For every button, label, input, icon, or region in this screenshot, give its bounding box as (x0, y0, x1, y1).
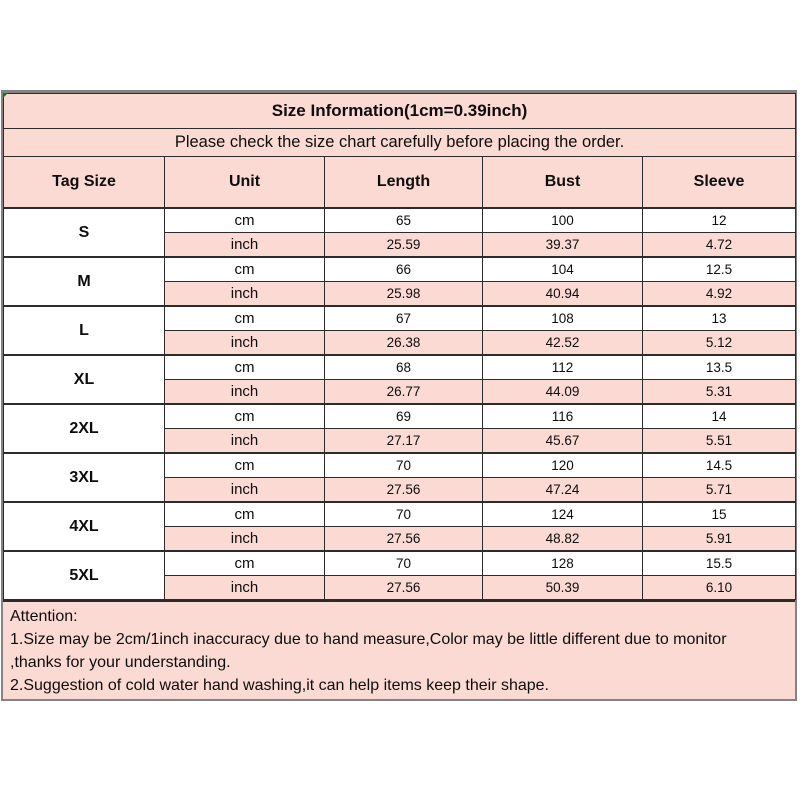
table-header-row (4, 157, 796, 209)
attention-heading: Attention: (10, 608, 78, 625)
measurement-cell-length: 27.56 (325, 576, 483, 600)
measurement-cell-length: 70 (325, 502, 483, 527)
tag-size-cell: XL (4, 355, 165, 404)
measurement-cell-length: 25.59 (325, 233, 483, 258)
measurement-cell-bust: 100 (483, 208, 643, 233)
unit-cell: inch (165, 527, 325, 552)
measurement-cell-sleeve: 5.31 (643, 380, 796, 405)
measurement-cell-length: 27.17 (325, 429, 483, 454)
tag-size-cell: 5XL (4, 551, 165, 600)
measurement-cell-length: 70 (325, 453, 483, 478)
unit-cell: inch (165, 576, 325, 600)
measurement-cell-sleeve: 13 (643, 306, 796, 331)
measurement-cell-sleeve: 5.12 (643, 331, 796, 356)
column-header-length: Length (325, 157, 483, 209)
measurement-cell-bust: 108 (483, 306, 643, 331)
measurement-cell-bust: 104 (483, 257, 643, 282)
measurement-cell-length: 70 (325, 551, 483, 576)
measurement-cell-length: 68 (325, 355, 483, 380)
measurement-cell-sleeve: 12 (643, 208, 796, 233)
unit-cell: inch (165, 282, 325, 307)
measurement-cell-length: 25.98 (325, 282, 483, 307)
measurement-cell-bust: 124 (483, 502, 643, 527)
measurement-cell-length: 69 (325, 404, 483, 429)
measurement-cell-bust: 50.39 (483, 576, 643, 600)
measurement-cell-sleeve: 15.5 (643, 551, 796, 576)
measurement-cell-bust: 45.67 (483, 429, 643, 454)
tag-size-cell: 3XL (4, 453, 165, 502)
unit-cell: inch (165, 429, 325, 454)
measurement-cell-bust: 116 (483, 404, 643, 429)
unit-cell: inch (165, 478, 325, 503)
attention-section (3, 600, 795, 699)
size-row-3xl-cm (4, 453, 796, 478)
attention-line: 1.Size may be 2cm/1inch inaccuracy due to hand measure,Color may be little different due to monitor (10, 631, 727, 648)
unit-cell: cm (165, 355, 325, 380)
tag-size-cell: L (4, 306, 165, 355)
measurement-cell-length: 27.56 (325, 527, 483, 552)
measurement-cell-bust: 48.82 (483, 527, 643, 552)
measurement-cell-bust: 128 (483, 551, 643, 576)
size-row-2xl-cm (4, 404, 796, 429)
measurement-cell-bust: 44.09 (483, 380, 643, 405)
unit-cell: cm (165, 208, 325, 233)
unit-cell: cm (165, 306, 325, 331)
measurement-cell-length: 67 (325, 306, 483, 331)
column-header-bust: Bust (483, 157, 643, 209)
measurement-cell-sleeve: 12.5 (643, 257, 796, 282)
measurement-cell-bust: 39.37 (483, 233, 643, 258)
unit-cell: inch (165, 233, 325, 258)
measurement-cell-length: 65 (325, 208, 483, 233)
measurement-cell-sleeve: 15 (643, 502, 796, 527)
unit-cell: inch (165, 380, 325, 405)
attention-line: ,thanks for your understanding. (10, 654, 231, 671)
measurement-cell-length: 66 (325, 257, 483, 282)
measurement-cell-sleeve: 14.5 (643, 453, 796, 478)
measurement-cell-sleeve: 13.5 (643, 355, 796, 380)
tag-size-cell: S (4, 208, 165, 257)
size-row-5xl-cm (4, 551, 796, 576)
measurement-cell-length: 26.38 (325, 331, 483, 356)
unit-cell: cm (165, 502, 325, 527)
measurement-cell-sleeve: 5.51 (643, 429, 796, 454)
measurement-cell-sleeve: 6.10 (643, 576, 796, 600)
sheet-corner-mark (3, 93, 8, 98)
table-title: Size Information(1cm=0.39inch) (4, 94, 796, 129)
unit-cell: cm (165, 453, 325, 478)
column-header-sleeve: Sleeve (643, 157, 796, 209)
size-row-m-cm (4, 257, 796, 282)
tag-size-cell: 2XL (4, 404, 165, 453)
size-row-s-cm (4, 208, 796, 233)
measurement-cell-bust: 47.24 (483, 478, 643, 503)
size-row-l-cm (4, 306, 796, 331)
tag-size-cell: 4XL (4, 502, 165, 551)
measurement-cell-sleeve: 4.72 (643, 233, 796, 258)
size-chart-block (1, 90, 797, 701)
size-table (3, 93, 796, 600)
table-subtitle-row (4, 129, 796, 157)
measurement-cell-length: 27.56 (325, 478, 483, 503)
measurement-cell-bust: 42.52 (483, 331, 643, 356)
measurement-cell-sleeve: 14 (643, 404, 796, 429)
attention-line: 2.Suggestion of cold water hand washing,it can help items keep their shape. (10, 677, 549, 694)
measurement-cell-sleeve: 5.91 (643, 527, 796, 552)
measurement-cell-bust: 120 (483, 453, 643, 478)
measurement-cell-length: 26.77 (325, 380, 483, 405)
column-header-unit: Unit (165, 157, 325, 209)
measurement-cell-bust: 40.94 (483, 282, 643, 307)
column-header-tag-size: Tag Size (4, 157, 165, 209)
unit-cell: cm (165, 257, 325, 282)
table-title-row (4, 94, 796, 129)
unit-cell: cm (165, 551, 325, 576)
measurement-cell-sleeve: 4.92 (643, 282, 796, 307)
measurement-cell-bust: 112 (483, 355, 643, 380)
unit-cell: inch (165, 331, 325, 356)
table-subtitle: Please check the size chart carefully before placing the order. (4, 129, 796, 157)
unit-cell: cm (165, 404, 325, 429)
tag-size-cell: M (4, 257, 165, 306)
size-table-body (4, 208, 796, 600)
measurement-cell-sleeve: 5.71 (643, 478, 796, 503)
size-row-xl-cm (4, 355, 796, 380)
size-row-4xl-cm (4, 502, 796, 527)
